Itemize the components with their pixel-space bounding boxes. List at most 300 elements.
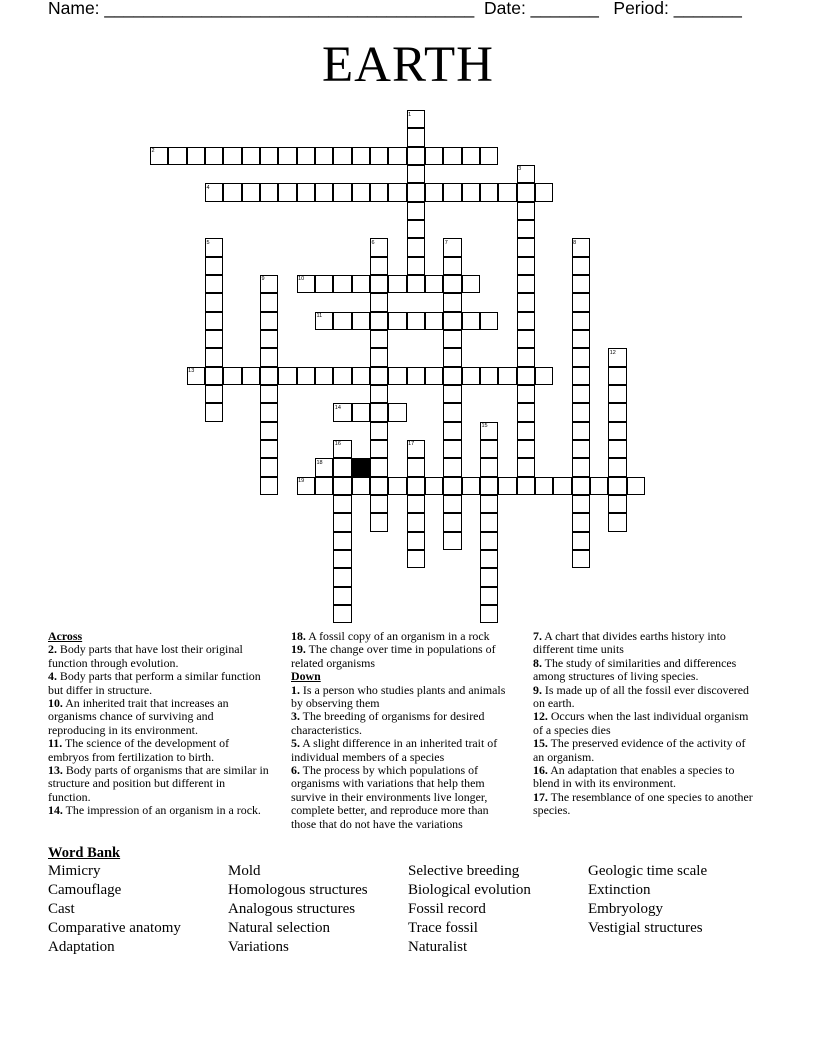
crossword-cell[interactable] (443, 330, 461, 348)
word-bank-title: Word Bank (48, 845, 121, 861)
crossword-cell[interactable] (388, 312, 406, 330)
crossword-cell[interactable] (572, 458, 590, 476)
crossword-cell[interactable] (370, 422, 388, 440)
crossword-cell[interactable] (462, 312, 480, 330)
clue-number-label: 10. (48, 696, 63, 711)
crossword-cell[interactable] (425, 312, 443, 330)
crossword-cell[interactable] (260, 293, 278, 311)
crossword-cell[interactable] (205, 385, 223, 403)
word-bank-item: Adaptation (48, 939, 115, 955)
crossword-cell[interactable] (333, 477, 351, 495)
crossword-cell[interactable] (205, 330, 223, 348)
clue-text: The change over time in populations of related organisms (291, 642, 496, 670)
crossword-cell[interactable] (388, 183, 406, 201)
crossword-cell[interactable] (333, 605, 351, 623)
clue-text: An inherited trait that increases an organisms chance of surviving and reproducing in its environment. (48, 696, 229, 737)
clue (291, 684, 513, 711)
crossword-cell[interactable] (370, 440, 388, 458)
crossword-cell[interactable] (407, 128, 425, 146)
crossword-cell[interactable] (205, 367, 223, 385)
clue (48, 764, 270, 804)
crossword-cell[interactable] (535, 477, 553, 495)
crossword-cell[interactable] (333, 550, 351, 568)
clue-number-label: 19. (291, 642, 306, 657)
crossword-cell[interactable] (462, 367, 480, 385)
crossword-cell[interactable] (480, 147, 498, 165)
crossword-cell[interactable] (370, 330, 388, 348)
crossword-black-cell (352, 458, 370, 476)
crossword-cell[interactable] (407, 202, 425, 220)
crossword-cell[interactable] (297, 147, 315, 165)
crossword-cell[interactable] (517, 440, 535, 458)
crossword-cell[interactable] (572, 330, 590, 348)
crossword-cell[interactable] (352, 312, 370, 330)
clue (291, 643, 513, 670)
crossword-cell[interactable] (407, 458, 425, 476)
crossword-cell[interactable] (425, 367, 443, 385)
crossword-cell[interactable] (223, 183, 241, 201)
crossword-cell[interactable] (297, 183, 315, 201)
clue-number-label: 14. (48, 803, 63, 818)
clue-number-label: 18. (291, 629, 306, 643)
word-bank-item: Natural selection (228, 920, 331, 936)
clue-text: The process by which populations of organisms with variations that help them survive in their environments live longer, complete better, and reproduce more than those that do not have the variations (291, 763, 489, 831)
clue-number-label: 13. (48, 763, 63, 778)
clue-number: 12 (609, 349, 616, 356)
crossword-cell[interactable] (627, 477, 645, 495)
crossword-cell[interactable] (242, 147, 260, 165)
crossword-cell[interactable] (223, 147, 241, 165)
crossword-cell[interactable] (608, 422, 626, 440)
clue-number: 13 (188, 368, 195, 375)
crossword-cell[interactable] (572, 403, 590, 421)
crossword-cell[interactable] (572, 257, 590, 275)
word-bank-item: Mimicry (48, 863, 101, 879)
crossword-cell[interactable] (370, 147, 388, 165)
across-heading: Across (48, 629, 83, 643)
crossword-cell[interactable] (407, 238, 425, 256)
word-bank-item: Naturalist (408, 939, 468, 955)
crossword-cell[interactable] (388, 147, 406, 165)
clue (533, 791, 759, 818)
crossword-cell[interactable] (333, 458, 351, 476)
crossword-cell[interactable] (517, 183, 535, 201)
crossword-cell[interactable] (388, 477, 406, 495)
clue (533, 684, 759, 711)
crossword-cell[interactable] (333, 147, 351, 165)
crossword-cell[interactable] (480, 312, 498, 330)
clue-number: 6 (371, 239, 375, 246)
crossword-cell[interactable] (517, 422, 535, 440)
crossword-cell[interactable] (205, 312, 223, 330)
crossword-cell[interactable] (370, 477, 388, 495)
clue-text: Is made up of all the fossil ever discovered on earth. (533, 682, 749, 711)
word-bank-item: Mold (228, 863, 261, 879)
crossword-cell[interactable] (407, 532, 425, 550)
name-field: Name: ______________________________________ (48, 0, 475, 18)
crossword-cell[interactable] (407, 477, 425, 495)
crossword-cell[interactable] (443, 367, 461, 385)
crossword-cell[interactable] (205, 257, 223, 275)
crossword-cell[interactable] (608, 367, 626, 385)
crossword-cell[interactable] (517, 403, 535, 421)
clue-number: 19 (298, 478, 305, 485)
crossword-cell[interactable] (352, 183, 370, 201)
crossword-cell[interactable] (242, 367, 260, 385)
crossword-cell[interactable] (407, 495, 425, 513)
crossword-cell[interactable] (443, 458, 461, 476)
crossword-cell[interactable] (498, 367, 516, 385)
crossword-cell[interactable] (572, 422, 590, 440)
crossword-cell[interactable] (315, 183, 333, 201)
period-field: Period: _______ (613, 0, 742, 18)
crossword-cell[interactable] (572, 550, 590, 568)
clue-number-label: 9. (533, 682, 542, 697)
crossword-cell[interactable] (333, 532, 351, 550)
crossword-cell[interactable] (223, 367, 241, 385)
crossword-cell[interactable] (443, 440, 461, 458)
crossword-cell[interactable] (443, 403, 461, 421)
crossword-cell[interactable] (370, 293, 388, 311)
crossword-cell[interactable] (517, 275, 535, 293)
crossword-cell[interactable] (407, 165, 425, 183)
clue-number: 17 (408, 441, 415, 448)
crossword-cell[interactable] (205, 348, 223, 366)
clue-text: A chart that divides earths history into different time units (533, 629, 726, 657)
crossword-cell[interactable] (443, 422, 461, 440)
crossword-cell[interactable] (278, 183, 296, 201)
crossword-cell[interactable] (535, 367, 553, 385)
crossword-cell[interactable] (498, 477, 516, 495)
clue-number-label: 12. (533, 709, 548, 724)
crossword-cell[interactable] (315, 367, 333, 385)
crossword-cell[interactable] (443, 293, 461, 311)
clue-text: Occurs when the last individual organism of a species dies (533, 709, 749, 737)
crossword-cell[interactable] (608, 440, 626, 458)
clue-text: The resemblance of one species to another species. (533, 789, 753, 818)
crossword-cell[interactable] (498, 183, 516, 201)
crossword-cell[interactable] (480, 532, 498, 550)
crossword-cell[interactable] (443, 385, 461, 403)
crossword-cell[interactable] (370, 275, 388, 293)
crossword-cell[interactable] (608, 458, 626, 476)
crossword-cell[interactable] (205, 275, 223, 293)
crossword-cell[interactable] (333, 367, 351, 385)
clue (291, 710, 513, 737)
crossword-cell[interactable] (333, 513, 351, 531)
clue-number-label: 6. (291, 763, 300, 778)
crossword-cell[interactable] (572, 495, 590, 513)
crossword-cell[interactable] (370, 513, 388, 531)
crossword-cell[interactable] (443, 275, 461, 293)
word-bank-item: Geologic time scale (588, 863, 708, 879)
crossword-cell[interactable] (517, 477, 535, 495)
crossword-cell[interactable] (260, 183, 278, 201)
clue-number: 9 (261, 276, 265, 283)
crossword-cell[interactable] (407, 147, 425, 165)
crossword-cell[interactable] (297, 367, 315, 385)
clue-number: 8 (573, 239, 577, 246)
crossword-cell[interactable] (572, 513, 590, 531)
crossword-cell[interactable] (480, 440, 498, 458)
clue-text: An adaptation that enables a species to blend in with its environment. (533, 763, 735, 791)
crossword-cell[interactable] (370, 403, 388, 421)
clue (533, 657, 759, 684)
clue-text: The impression of an organism in a rock. (62, 803, 261, 818)
crossword-cell[interactable] (260, 403, 278, 421)
crossword-cell[interactable] (443, 257, 461, 275)
crossword-cell[interactable] (480, 587, 498, 605)
clue (533, 737, 759, 764)
crossword-cell[interactable] (425, 477, 443, 495)
crossword-cell[interactable] (407, 275, 425, 293)
crossword-cell[interactable] (278, 147, 296, 165)
crossword-cell[interactable] (352, 275, 370, 293)
clue-number-label: 3. (291, 709, 300, 724)
clue-number-label: 1. (291, 682, 300, 697)
clue-number-label: 7. (533, 629, 542, 643)
clue-text: Body parts that have lost their original function through evolution. (48, 642, 243, 670)
crossword-cell[interactable] (278, 367, 296, 385)
clue-number: 2 (151, 148, 155, 155)
clue-text: A fossil copy of an organism in a rock (305, 629, 490, 643)
clue-number: 10 (298, 276, 305, 283)
word-bank-item: Variations (228, 939, 289, 955)
clue-number: 5 (206, 239, 210, 246)
clue (48, 670, 270, 697)
crossword-cell[interactable] (480, 605, 498, 623)
crossword-cell[interactable] (352, 403, 370, 421)
clue-number-label: 2. (48, 642, 57, 657)
crossword-cell[interactable] (480, 458, 498, 476)
crossword-cell[interactable] (535, 183, 553, 201)
clue-number-label: 17. (533, 789, 548, 804)
crossword-cell[interactable] (517, 330, 535, 348)
clue-text: A slight difference in an inherited trait of individual members of a species (291, 736, 498, 764)
crossword-cell[interactable] (608, 495, 626, 513)
clue-number: 16 (334, 441, 341, 448)
crossword-cell[interactable] (370, 257, 388, 275)
word-bank-item: Biological evolution (408, 882, 531, 898)
crossword-cell[interactable] (388, 275, 406, 293)
word-bank-item: Cast (48, 901, 75, 917)
clue-text: Is a person who studies plants and animals by observing them (291, 682, 506, 711)
crossword-cell[interactable] (407, 550, 425, 568)
crossword-cell[interactable] (443, 495, 461, 513)
crossword-cell[interactable] (260, 385, 278, 403)
crossword-cell[interactable] (260, 422, 278, 440)
crossword-cell[interactable] (370, 385, 388, 403)
crossword-cell[interactable] (462, 147, 480, 165)
crossword-cell[interactable] (462, 477, 480, 495)
clue-text: Body parts of organisms that are similar in structure and position but different in function. (48, 763, 269, 804)
crossword-cell[interactable] (205, 293, 223, 311)
crossword-cell[interactable] (315, 147, 333, 165)
crossword-cell[interactable] (517, 348, 535, 366)
clues-column-3 (533, 630, 759, 818)
crossword-cell[interactable] (425, 147, 443, 165)
crossword-cell[interactable] (572, 312, 590, 330)
crossword-cell[interactable] (315, 477, 333, 495)
crossword-cell[interactable] (407, 312, 425, 330)
crossword-cell[interactable] (205, 147, 223, 165)
crossword-cell[interactable] (260, 147, 278, 165)
crossword-cell[interactable] (517, 220, 535, 238)
crossword-cell[interactable] (242, 183, 260, 201)
clue (533, 710, 759, 737)
crossword-cell[interactable] (480, 513, 498, 531)
crossword-cell[interactable] (260, 440, 278, 458)
crossword-cell[interactable] (608, 403, 626, 421)
crossword-cell[interactable] (480, 477, 498, 495)
crossword-cell[interactable] (333, 183, 351, 201)
crossword-cell[interactable] (260, 348, 278, 366)
clue-number: 11 (316, 313, 323, 320)
crossword-cell[interactable] (517, 367, 535, 385)
crossword-cell[interactable] (352, 147, 370, 165)
crossword-cell[interactable] (315, 275, 333, 293)
word-bank-item: Extinction (588, 882, 651, 898)
crossword-cell[interactable] (517, 385, 535, 403)
crossword-cell[interactable] (370, 183, 388, 201)
crossword-cell[interactable] (443, 348, 461, 366)
crossword-cell[interactable] (443, 532, 461, 550)
crossword-cell[interactable] (187, 147, 205, 165)
crossword-cell[interactable] (572, 367, 590, 385)
crossword-cell[interactable] (352, 477, 370, 495)
crossword-cell[interactable] (425, 183, 443, 201)
clue-number: 14 (334, 404, 341, 411)
crossword-cell[interactable] (553, 477, 571, 495)
crossword-cell[interactable] (333, 495, 351, 513)
crossword-cell[interactable] (407, 367, 425, 385)
crossword-cell[interactable] (333, 568, 351, 586)
clue-number: 15 (481, 423, 488, 430)
word-bank-item: Analogous structures (228, 901, 356, 917)
crossword-cell[interactable] (260, 312, 278, 330)
crossword-cell[interactable] (168, 147, 186, 165)
clues-column-2 (291, 630, 513, 831)
crossword-cell[interactable] (572, 348, 590, 366)
down-heading: Down (291, 669, 321, 684)
crossword-cell[interactable] (370, 348, 388, 366)
clue (48, 697, 270, 737)
clue-number-label: 16. (533, 763, 548, 778)
crossword-cell[interactable] (260, 477, 278, 495)
crossword-cell[interactable] (480, 367, 498, 385)
crossword-cell[interactable] (407, 257, 425, 275)
word-bank-item: Camouflage (48, 882, 122, 898)
crossword-cell[interactable] (572, 293, 590, 311)
clues-column-1 (48, 630, 270, 818)
date-field: Date: _______ (483, 0, 599, 18)
crossword-cell[interactable] (608, 513, 626, 531)
crossword-cell[interactable] (205, 403, 223, 421)
clue-text: Body parts that perform a similar function but differ in structure. (48, 669, 261, 697)
crossword-cell[interactable] (572, 532, 590, 550)
crossword-cell[interactable] (352, 367, 370, 385)
crossword-cell[interactable] (407, 513, 425, 531)
crossword-cell[interactable] (260, 330, 278, 348)
crossword-cell[interactable] (333, 275, 351, 293)
crossword-cell[interactable] (608, 477, 626, 495)
crossword-cell[interactable] (443, 312, 461, 330)
crossword-cell[interactable] (370, 312, 388, 330)
crossword-cell[interactable] (462, 275, 480, 293)
crossword-cell[interactable] (443, 513, 461, 531)
crossword-cell[interactable] (333, 587, 351, 605)
crossword-cell[interactable] (443, 183, 461, 201)
clue (291, 764, 513, 831)
crossword-cell[interactable] (370, 367, 388, 385)
clue-text: The science of the development of embryos from fertilization to birth. (48, 736, 230, 764)
crossword-cell[interactable] (572, 477, 590, 495)
clue-number-label: 5. (291, 736, 300, 751)
crossword-cell[interactable] (388, 403, 406, 421)
clue (533, 764, 759, 791)
crossword-cell[interactable] (517, 238, 535, 256)
word-bank-item: Selective breeding (408, 863, 520, 879)
crossword-cell[interactable] (572, 440, 590, 458)
clue (533, 630, 759, 657)
clue-number-label: 8. (533, 655, 542, 670)
crossword-cell[interactable] (517, 458, 535, 476)
clue-text: The breeding of organisms for desired characteristics. (291, 709, 485, 737)
crossword-cell[interactable] (480, 495, 498, 513)
crossword-cell[interactable] (517, 202, 535, 220)
clue-number: 4 (206, 184, 210, 191)
crossword-cell[interactable] (572, 275, 590, 293)
clue-number-label: 11. (48, 736, 63, 751)
crossword-cell[interactable] (260, 458, 278, 476)
page-title: EARTH (322, 37, 494, 93)
word-bank-item: Vestigial structures (588, 920, 703, 936)
crossword-cell[interactable] (608, 385, 626, 403)
clue-number-label: 4. (48, 669, 57, 684)
crossword-cell[interactable] (407, 183, 425, 201)
crossword-cell[interactable] (517, 257, 535, 275)
crossword-cell[interactable] (572, 385, 590, 403)
clue (291, 630, 513, 643)
crossword-cell[interactable] (480, 183, 498, 201)
clue-number: 1 (408, 111, 412, 118)
crossword-cell[interactable] (388, 367, 406, 385)
clue (48, 737, 270, 764)
crossword-cell[interactable] (480, 568, 498, 586)
crossword-cell[interactable] (590, 477, 608, 495)
clue-number-label: 15. (533, 736, 548, 751)
crossword-cell[interactable] (517, 293, 535, 311)
word-bank-item: Trace fossil (408, 920, 478, 936)
word-bank-item: Fossil record (408, 901, 486, 917)
clue-number: 3 (518, 166, 522, 173)
clue (48, 804, 270, 817)
crossword-cell[interactable] (517, 312, 535, 330)
crossword-cell[interactable] (260, 367, 278, 385)
crossword-cell[interactable] (333, 312, 351, 330)
crossword-cell[interactable] (407, 220, 425, 238)
crossword-cell[interactable] (480, 550, 498, 568)
crossword-cell[interactable] (462, 183, 480, 201)
crossword-cell[interactable] (443, 147, 461, 165)
crossword-cell[interactable] (370, 495, 388, 513)
crossword-cell[interactable] (443, 477, 461, 495)
clue (291, 737, 513, 764)
clue-text: The preserved evidence of the activity of an organism. (533, 736, 746, 764)
crossword-cell[interactable] (370, 458, 388, 476)
clue-number: 18 (316, 459, 323, 466)
crossword-cell[interactable] (425, 275, 443, 293)
